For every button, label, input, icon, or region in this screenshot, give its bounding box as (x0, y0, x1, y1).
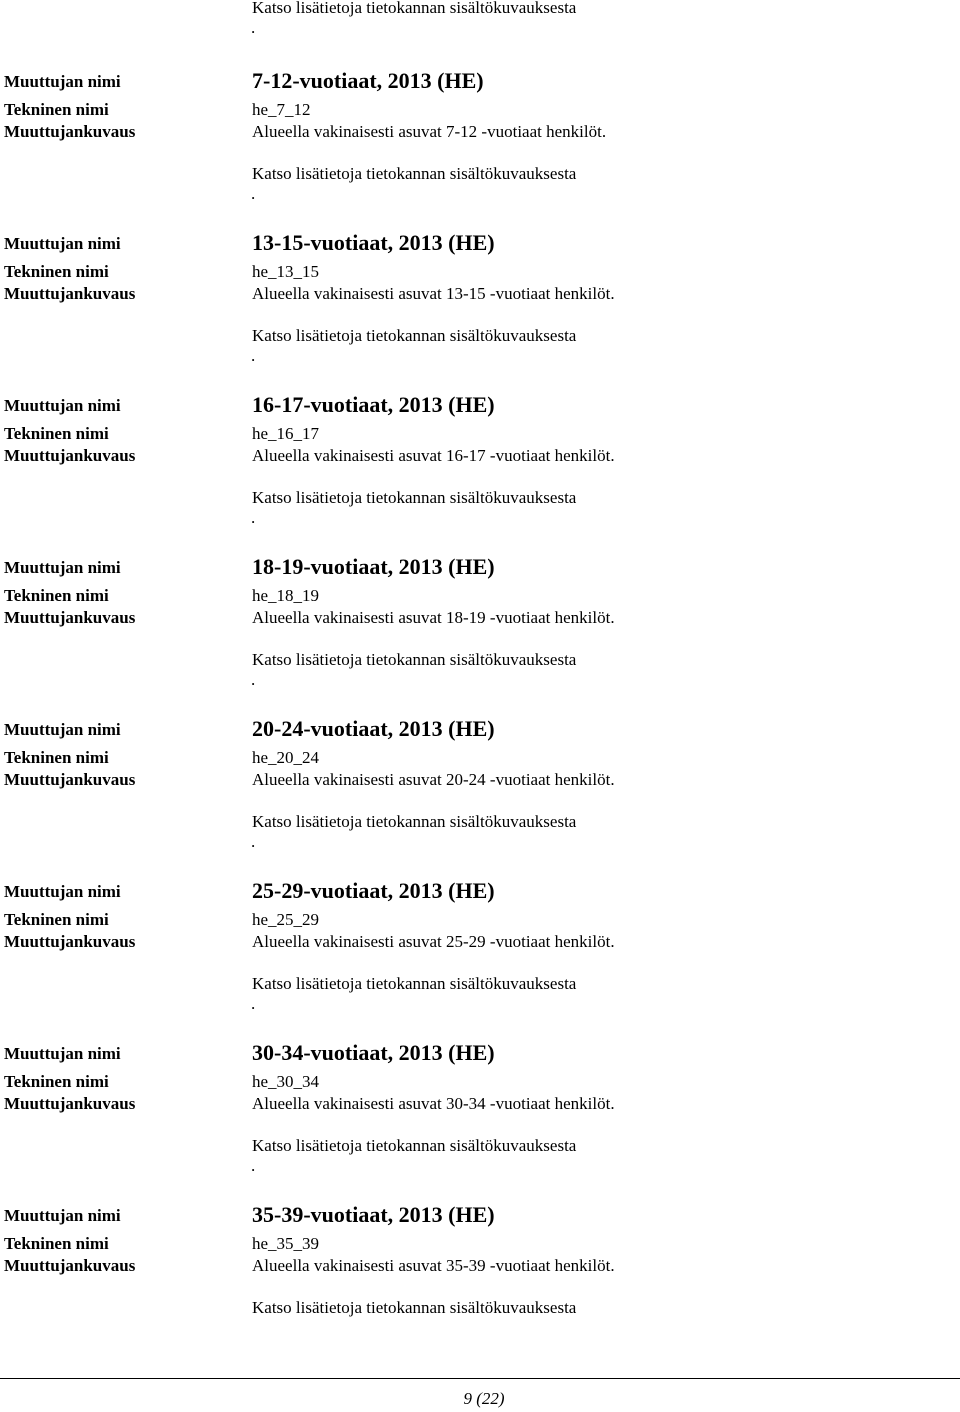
separator-dot: . (251, 1156, 256, 1175)
more-info-link[interactable]: Katso lisätietoja tietokannan sisältökuvauksesta (252, 650, 577, 669)
separator-dot: . (251, 994, 256, 1013)
variable-description-label: Muuttujankuvaus (4, 1094, 136, 1113)
technical-name-value: he_18_19 (252, 586, 320, 605)
separator-dot: . (251, 832, 256, 851)
variable-description-label: Muuttujankuvaus (4, 608, 136, 627)
technical-name-value: he_7_12 (252, 100, 311, 119)
more-info-link[interactable]: Katso lisätietoja tietokannan sisältökuvauksesta (252, 1298, 577, 1317)
separator-dot: . (251, 184, 256, 203)
variable-description: Alueella vakinaisesti asuvat 25-29 -vuotiaat henkilöt. (252, 932, 615, 951)
technical-name-value: he_35_39 (252, 1234, 320, 1253)
technical-name-value: he_20_24 (252, 748, 320, 767)
footer-divider (0, 1378, 960, 1379)
variable-description-label: Muuttujankuvaus (4, 446, 136, 465)
more-info-link[interactable]: Katso lisätietoja tietokannan sisältökuvauksesta (252, 1136, 577, 1155)
separator-dot-top: . (251, 18, 256, 37)
variable-description: Alueella vakinaisesti asuvat 13-15 -vuotiaat henkilöt. (252, 284, 615, 303)
variable-entry (0, 716, 960, 882)
variable-description: Alueella vakinaisesti asuvat 7-12 -vuotiaat henkilöt. (252, 122, 607, 141)
technical-name-label: Tekninen nimi (4, 262, 109, 281)
variable-title: 16-17-vuotiaat, 2013 (HE) (252, 392, 495, 417)
variable-title: 18-19-vuotiaat, 2013 (HE) (252, 554, 495, 579)
technical-name-value: he_16_17 (252, 424, 320, 443)
variable-description: Alueella vakinaisesti asuvat 20-24 -vuotiaat henkilöt. (252, 770, 615, 789)
variable-description-label: Muuttujankuvaus (4, 122, 136, 141)
variable-name-label: Muuttujan nimi (4, 882, 121, 901)
variable-name-label: Muuttujan nimi (4, 72, 121, 91)
separator-dot: . (251, 346, 256, 365)
variable-description-label: Muuttujankuvaus (4, 284, 136, 303)
variable-name-label: Muuttujan nimi (4, 1206, 121, 1225)
technical-name-value: he_25_29 (252, 910, 320, 929)
variable-description-label: Muuttujankuvaus (4, 932, 136, 951)
variable-entry (0, 554, 960, 720)
separator-dot: . (251, 508, 256, 527)
more-info-link[interactable]: Katso lisätietoja tietokannan sisältökuvauksesta (252, 812, 577, 831)
more-info-link[interactable]: Katso lisätietoja tietokannan sisältökuvauksesta (252, 488, 577, 507)
variable-description-label: Muuttujankuvaus (4, 1256, 136, 1275)
variable-title: 20-24-vuotiaat, 2013 (HE) (252, 716, 495, 741)
variable-description-label: Muuttujankuvaus (4, 770, 136, 789)
variable-name-label: Muuttujan nimi (4, 234, 121, 253)
more-info-link[interactable]: Katso lisätietoja tietokannan sisältökuvauksesta (252, 164, 577, 183)
variable-entry (0, 68, 960, 234)
variable-description: Alueella vakinaisesti asuvat 16-17 -vuotiaat henkilöt. (252, 446, 615, 465)
technical-name-value: he_13_15 (252, 262, 320, 281)
page-number: 9 (22) (463, 1389, 505, 1408)
technical-name-label: Tekninen nimi (4, 424, 109, 443)
variable-entry (0, 878, 960, 1044)
variable-name-label: Muuttujan nimi (4, 1044, 121, 1063)
variable-description: Alueella vakinaisesti asuvat 30-34 -vuotiaat henkilöt. (252, 1094, 615, 1113)
variable-entry (0, 392, 960, 558)
technical-name-label: Tekninen nimi (4, 586, 109, 605)
variable-title: 25-29-vuotiaat, 2013 (HE) (252, 878, 495, 903)
variable-entry (0, 1040, 960, 1206)
variable-description: Alueella vakinaisesti asuvat 35-39 -vuotiaat henkilöt. (252, 1256, 615, 1275)
variable-title: 7-12-vuotiaat, 2013 (HE) (252, 68, 484, 93)
technical-name-label: Tekninen nimi (4, 100, 109, 119)
variable-name-label: Muuttujan nimi (4, 396, 121, 415)
technical-name-label: Tekninen nimi (4, 748, 109, 767)
variable-description: Alueella vakinaisesti asuvat 18-19 -vuotiaat henkilöt. (252, 608, 615, 627)
variable-title: 30-34-vuotiaat, 2013 (HE) (252, 1040, 495, 1065)
more-info-link[interactable]: Katso lisätietoja tietokannan sisältökuvauksesta (252, 974, 577, 993)
more-info-link[interactable]: Katso lisätietoja tietokannan sisältökuvauksesta (252, 326, 577, 345)
technical-name-label: Tekninen nimi (4, 1234, 109, 1253)
separator-dot: . (251, 670, 256, 689)
variable-title: 35-39-vuotiaat, 2013 (HE) (252, 1202, 495, 1227)
technical-name-label: Tekninen nimi (4, 910, 109, 929)
variable-title: 13-15-vuotiaat, 2013 (HE) (252, 230, 495, 255)
variable-name-label: Muuttujan nimi (4, 558, 121, 577)
technical-name-value: he_30_34 (252, 1072, 320, 1091)
variable-entry (0, 230, 960, 396)
technical-name-label: Tekninen nimi (4, 1072, 109, 1091)
variable-entry (0, 1202, 960, 1368)
variable-name-label: Muuttujan nimi (4, 720, 121, 739)
more-info-link-top[interactable]: Katso lisätietoja tietokannan sisältökuvauksesta (252, 0, 577, 17)
